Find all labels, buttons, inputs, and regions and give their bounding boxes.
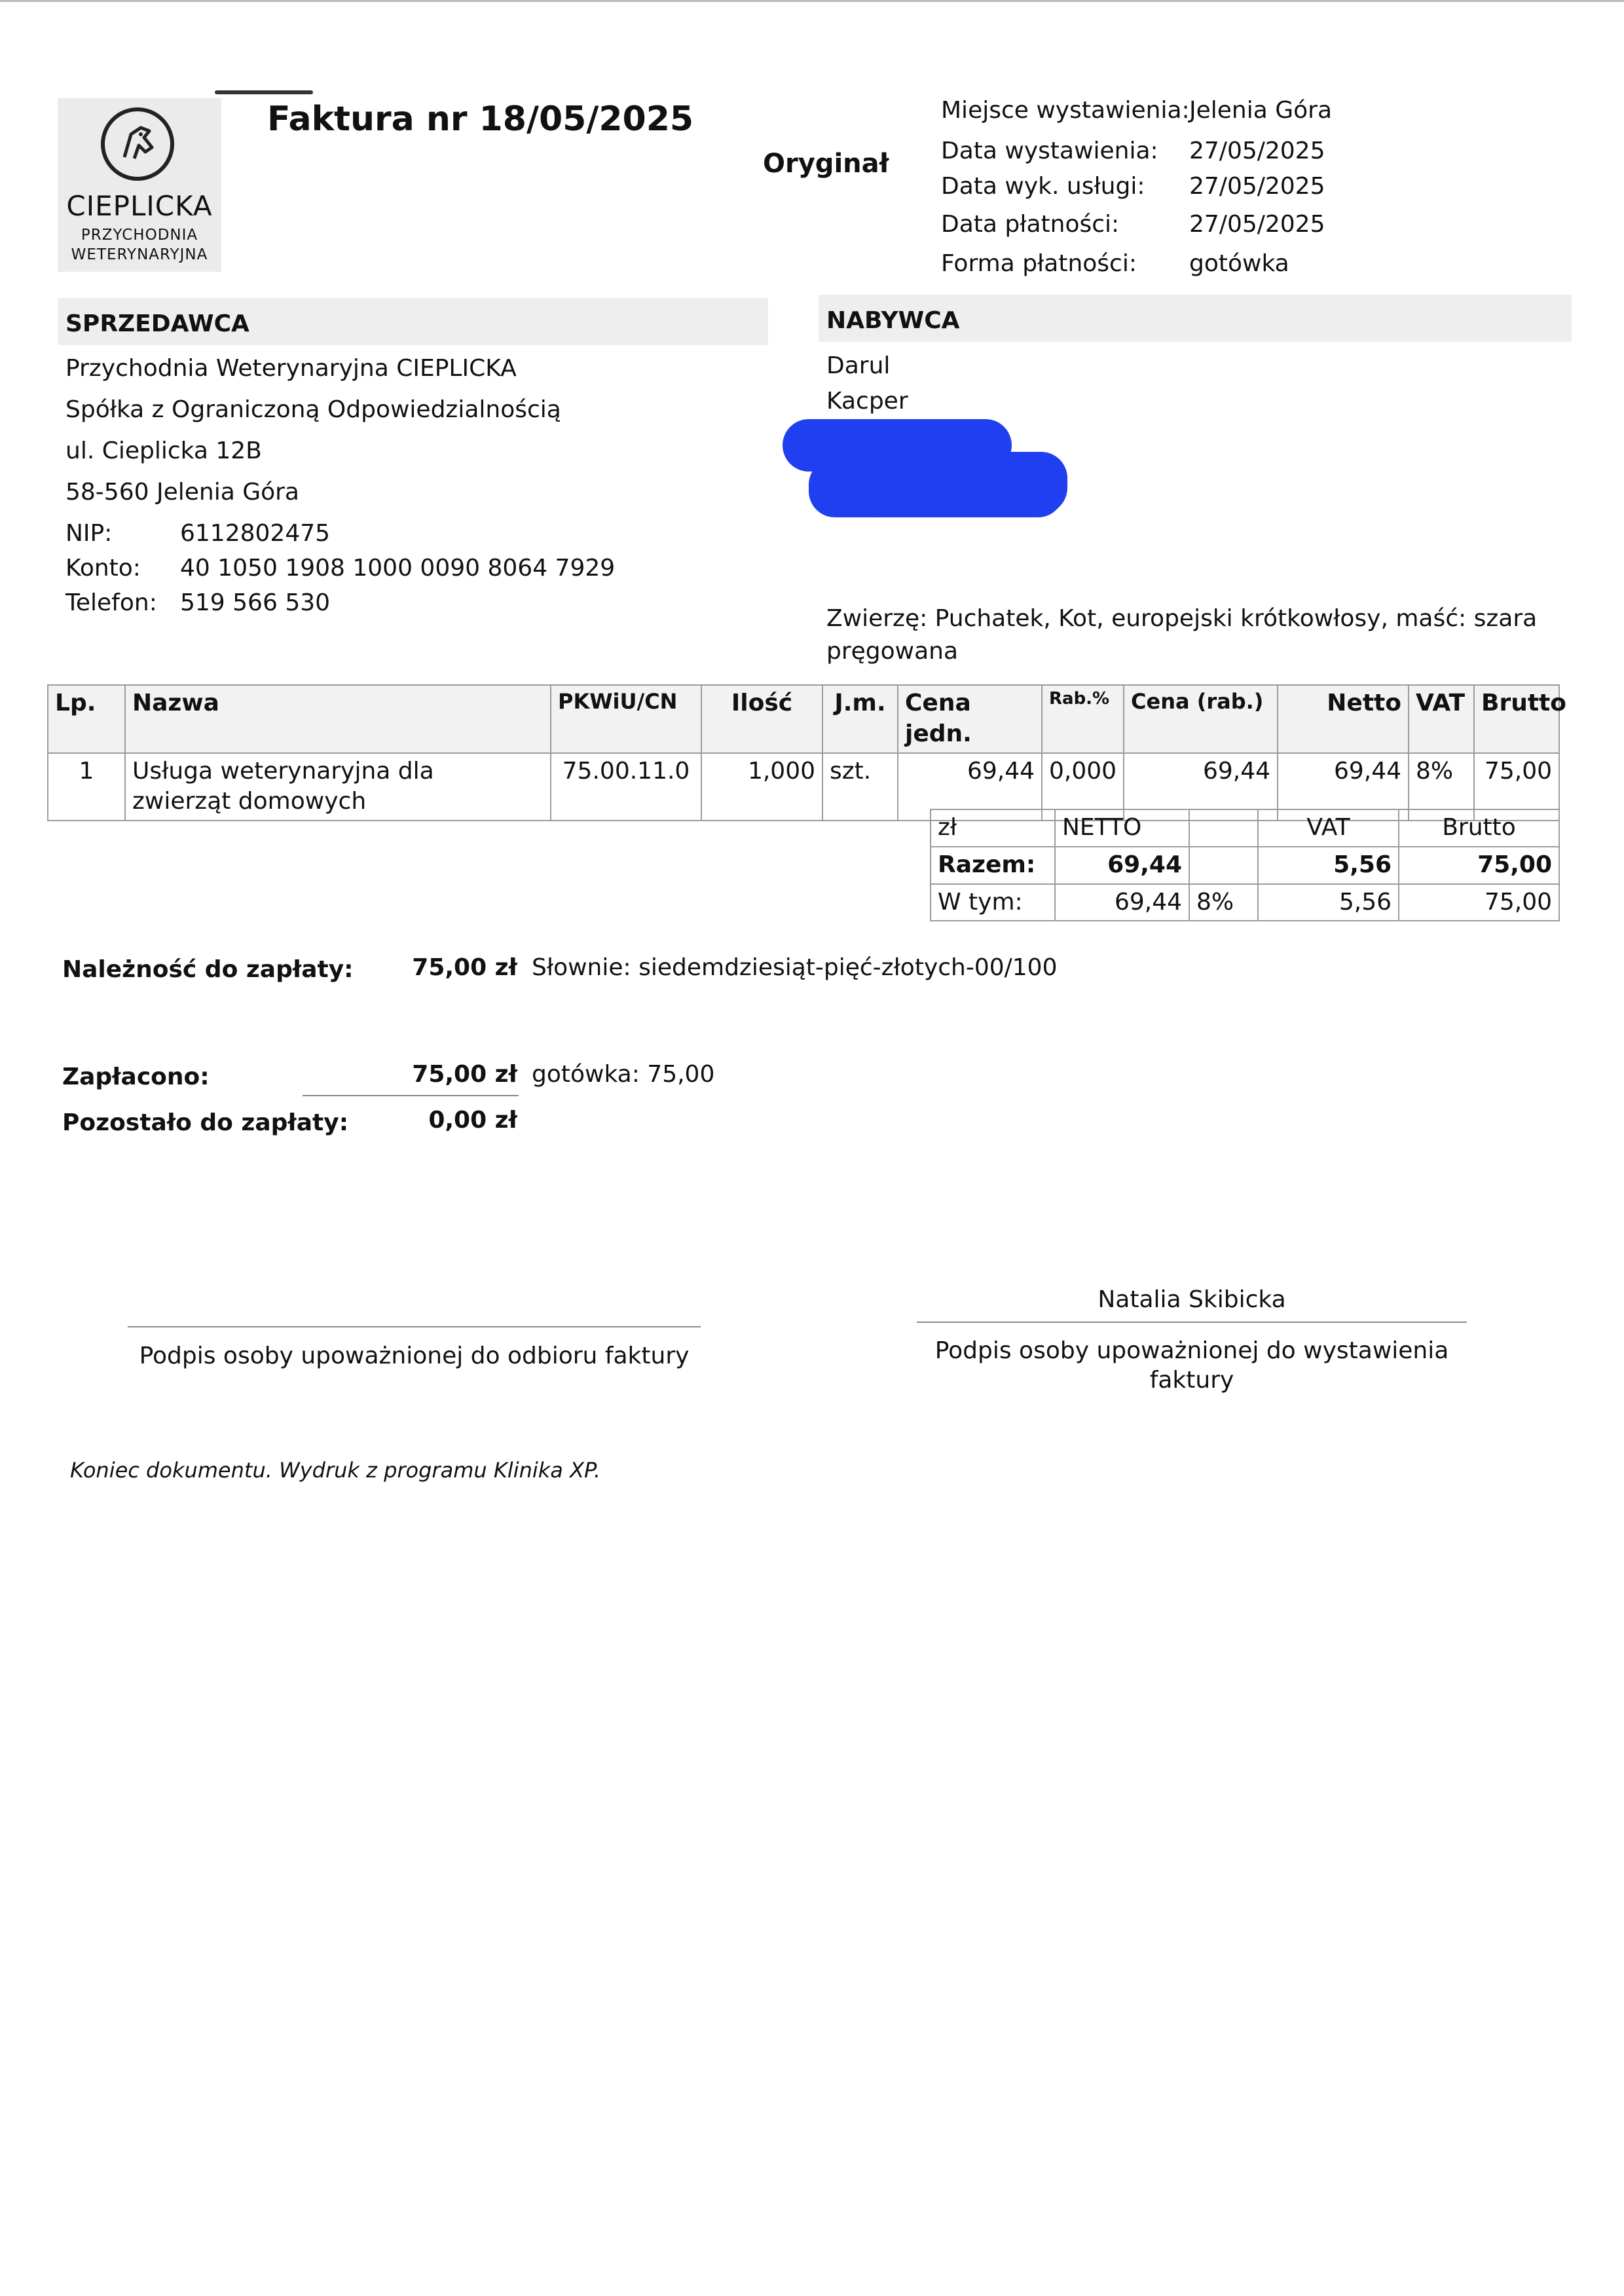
logo-name: CIEPLICKA — [66, 190, 213, 222]
paid-amount: 75,00 zł — [412, 1061, 517, 1088]
cell-net: 69,44 — [1278, 753, 1409, 821]
meta-value: Jelenia Góra — [1189, 97, 1333, 124]
seller-phone: 519 566 530 — [180, 589, 331, 616]
cell-unit: szt. — [822, 753, 898, 821]
summary-total-rate — [1189, 847, 1258, 884]
meta-label: Data wyk. usługi: — [941, 173, 1145, 200]
summary-total-gross: 75,00 — [1399, 847, 1559, 884]
header-cell: Cena (rab.) — [1124, 685, 1278, 753]
summary-breakdown-vat: 5,56 — [1258, 884, 1399, 921]
issuer-signature-line — [917, 1322, 1467, 1323]
seller-phone-label: Telefon: — [65, 589, 157, 616]
meta-value: gotówka — [1189, 250, 1289, 277]
summary-header: zł — [931, 809, 1055, 847]
meta-label: Miejsce wystawienia: — [941, 97, 1190, 124]
summary-breakdown-net: 69,44 — [1055, 884, 1189, 921]
summary-header-row — [931, 809, 1559, 847]
cell-name-line: Usługa weterynaryjna dla — [132, 757, 434, 785]
cell-pkwiu: 75.00.11.0 — [551, 753, 701, 821]
due-amount: 75,00 zł — [412, 954, 517, 981]
items-table — [47, 684, 1566, 821]
cell-name-line: zwierząt domowych — [132, 788, 367, 815]
receiver-signature-line — [128, 1326, 701, 1327]
header-cell: Rab.% — [1042, 685, 1124, 753]
summary-breakdown-rate: 8% — [1189, 884, 1258, 921]
summary-breakdown-row — [931, 884, 1559, 921]
seller-line: ul. Cieplicka 12B — [65, 437, 262, 464]
due-in-words: Słownie: siedemdziesiąt-pięć-złotych-00/100 — [532, 954, 1058, 981]
animal-info: Zwierzę: Puchatek, Kot, europejski krótkowłosy, maść: szara — [826, 605, 1538, 632]
header-cell: Ilość — [701, 685, 822, 753]
summary-header — [1189, 809, 1258, 847]
copy-label: Oryginał — [763, 149, 889, 179]
seller-nip-label: NIP: — [65, 520, 113, 547]
paid-divider — [303, 1095, 519, 1096]
cell-price-discounted: 69,44 — [1124, 753, 1278, 821]
seller-account-label: Konto: — [65, 555, 141, 582]
remaining-label: Pozostało do zapłaty: — [62, 1109, 349, 1136]
footer-note: Koniec dokumentu. Wydruk z programu Klinika XP. — [70, 1458, 601, 1483]
seller-account: 40 1050 1908 1000 0090 8064 7929 — [180, 555, 616, 582]
buyer-line: Darul — [826, 352, 891, 379]
summary-header: NETTO — [1055, 809, 1189, 847]
receiver-signature-label: Podpis osoby upoważnionej do odbioru faktury — [139, 1342, 690, 1369]
header-cell: Netto — [1278, 685, 1409, 753]
cell-gross: 75,00 — [1474, 753, 1559, 821]
summary-table — [930, 809, 1560, 921]
header-cell: VAT — [1409, 685, 1474, 753]
seller-nip: 6112802475 — [180, 520, 331, 547]
cell-discount: 0,000 — [1042, 753, 1124, 821]
summary-header: Brutto — [1399, 809, 1559, 847]
staple-mark — [215, 90, 313, 94]
paid-method: gotówka: 75,00 — [532, 1061, 715, 1088]
items-header-row — [48, 685, 1559, 753]
clinic-logo — [58, 98, 221, 272]
seller-line: Przychodnia Weterynaryjna CIEPLICKA — [65, 355, 517, 382]
logo-subtitle-1: PRZYCHODNIA — [81, 227, 198, 244]
dog-head-icon — [101, 107, 174, 181]
meta-label: Forma płatności: — [941, 250, 1137, 277]
meta-value: 27/05/2025 — [1189, 138, 1325, 164]
cell-name — [125, 753, 551, 821]
animal-info-cont: pręgowana — [826, 638, 959, 665]
page-top-edge — [0, 0, 1624, 2]
header-cell: Cena jedn. — [898, 685, 1042, 753]
paid-label: Zapłacono: — [62, 1064, 210, 1090]
header-cell: Lp. — [48, 685, 125, 753]
summary-total-label: Razem: — [931, 847, 1055, 884]
invoice-title: Faktura nr 18/05/2025 — [267, 100, 694, 139]
buyer-line: Kacper — [826, 388, 908, 415]
meta-value: 27/05/2025 — [1189, 211, 1325, 238]
header-cell: PKWiU/CN — [551, 685, 701, 753]
summary-breakdown-gross: 75,00 — [1399, 884, 1559, 921]
summary-total-row — [931, 847, 1559, 884]
seller-heading: SPRZEDAWCA — [65, 310, 249, 337]
header-cell: Nazwa — [125, 685, 551, 753]
buyer-heading: NABYWCA — [826, 307, 960, 334]
cell-qty: 1,000 — [701, 753, 822, 821]
logo-subtitle-2: WETERYNARYJNA — [71, 246, 208, 263]
header-cell: J.m. — [822, 685, 898, 753]
meta-label: Data wystawienia: — [941, 138, 1158, 164]
summary-total-net: 69,44 — [1055, 847, 1189, 884]
issuer-signature-label-cont: faktury — [1149, 1367, 1234, 1394]
header-cell: Brutto — [1474, 685, 1559, 753]
cell-price: 69,44 — [898, 753, 1042, 821]
summary-header: VAT — [1258, 809, 1399, 847]
due-label: Należność do zapłaty: — [62, 956, 354, 983]
summary-breakdown-label: W tym: — [931, 884, 1055, 921]
cell-vat: 8% — [1409, 753, 1474, 821]
remaining-amount: 0,00 zł — [428, 1107, 517, 1134]
seller-line: Spółka z Ograniczoną Odpowiedzialnością — [65, 396, 561, 423]
meta-value: 27/05/2025 — [1189, 173, 1325, 200]
meta-label: Data płatności: — [941, 211, 1120, 238]
cell-lp: 1 — [48, 753, 125, 821]
summary-total-vat: 5,56 — [1258, 847, 1399, 884]
seller-line: 58-560 Jelenia Góra — [65, 479, 299, 506]
issuer-name: Natalia Skibicka — [1098, 1286, 1286, 1313]
issuer-signature-label: Podpis osoby upoważnionej do wystawienia — [934, 1337, 1449, 1364]
